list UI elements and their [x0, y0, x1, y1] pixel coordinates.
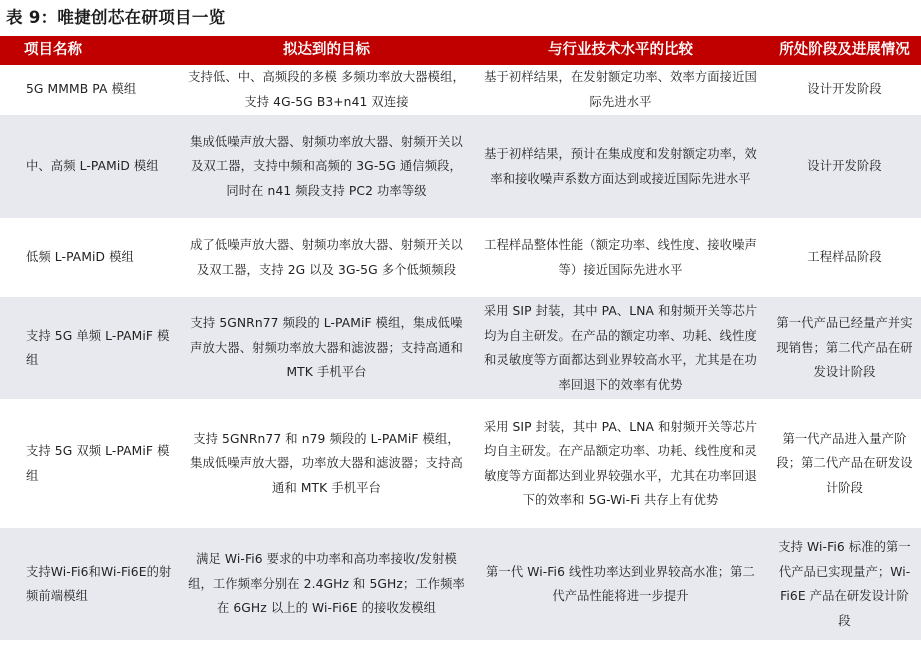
- comparison-cell: 基于初样结果，在发射额定功率、效率方面接近国际先进水平: [473, 65, 768, 115]
- comparison-cell: 基于初样结果，预计在集成度和发射额定功率，效率和接收噪声系数方面达到或接近国际先进水平: [473, 115, 768, 219]
- comparison-cell: 采用 SIP 封装，其中 PA、LNA 和射频开关等芯片均自主研发。在产品额定功率、功耗、线性度和灵敏度等方面都达到业界较强水平，尤其在功率回退下的效率和 5G-Wi-Fi 共存上有优势: [473, 400, 768, 528]
- project-name-cell: 支持 5G 双频 L-PAMiF 模组: [0, 400, 180, 528]
- goal-cell: 支持 5GNRn77 和 n79 频段的 L-PAMiF 模组，集成低噪声放大器，功率放大器和滤波器；支持高通和 MTK 手机平台: [180, 400, 473, 528]
- table-row: [0, 219, 921, 297]
- stage-cell: 第一代产品已经量产并实现销售；第二代产品在研发设计阶段: [768, 297, 921, 400]
- header-target-goal: 拟达到的目标: [180, 36, 473, 65]
- table-caption: 表 9：唯捷创芯在研项目一览: [6, 8, 226, 27]
- project-name-cell: 支持Wi-Fi6和Wi-Fi6E的射频前端模组: [0, 528, 180, 641]
- stage-cell: 支持 Wi-Fi6 标准的第一代产品已实现量产；Wi-Fi6E 产品在研发设计阶段: [768, 528, 921, 641]
- table-row: [0, 65, 921, 115]
- project-name-cell: 支持 5G 单频 L-PAMiF 模组: [0, 297, 180, 400]
- goal-cell: 集成低噪声放大器、射频功率放大器、射频开关以及双工器，支持中频和高频的 3G-5G 通信频段，同时在 n41 频段支持 PC2 功率等级: [180, 115, 473, 219]
- project-name-cell: 5G MMMB PA 模组: [0, 65, 180, 115]
- header-row: [0, 36, 921, 65]
- header-industry-comparison: 与行业技术水平的比较: [473, 36, 768, 65]
- header-project-name: 项目名称: [0, 36, 180, 65]
- table-header: [0, 36, 921, 65]
- comparison-cell: 采用 SIP 封装，其中 PA、LNA 和射频开关等芯片均为自主研发。在产品的额定功率、功耗、线性度和灵敏度等方面都达到业界较高水平，尤其是在功率回退下的效率有优势: [473, 297, 768, 400]
- goal-cell: 成了低噪声放大器、射频功率放大器、射频开关以及双工器，支持 2G 以及 3G-5G 多个低频频段: [180, 219, 473, 297]
- stage-cell: 设计开发阶段: [768, 115, 921, 219]
- header-stage-progress: 所处阶段及进展情况: [768, 36, 921, 65]
- projects-table: [0, 36, 921, 641]
- goal-cell: 支持 5GNRn77 频段的 L-PAMiF 模组，集成低噪声放大器、射频功率放大器和滤波器；支持高通和 MTK 手机平台: [180, 297, 473, 400]
- comparison-cell: 工程样品整体性能（额定功率、线性度、接收噪声等）接近国际先进水平: [473, 219, 768, 297]
- table-row: [0, 297, 921, 400]
- table-row: [0, 528, 921, 641]
- goal-cell: 满足 Wi-Fi6 要求的中功率和高功率接收/发射模组，工作频率分别在 2.4GHz 和 5GHz；工作频率在 6GHz 以上的 Wi-Fi6E 的接收发模组: [180, 528, 473, 641]
- comparison-cell: 第一代 Wi-Fi6 线性功率达到业界较高水准；第二代产品性能将进一步提升: [473, 528, 768, 641]
- project-name-cell: 中、高频 L-PAMiD 模组: [0, 115, 180, 219]
- stage-cell: 第一代产品进入量产阶段；第二代产品在研发设计阶段: [768, 400, 921, 528]
- table-row: [0, 400, 921, 528]
- stage-cell: 设计开发阶段: [768, 65, 921, 115]
- goal-cell: 支持低、中、高频段的多模 多频功率放大器模组，支持 4G-5G B3+n41 双连接: [180, 65, 473, 115]
- table-body: [0, 65, 921, 641]
- project-name-cell: 低频 L-PAMiD 模组: [0, 219, 180, 297]
- stage-cell: 工程样品阶段: [768, 219, 921, 297]
- table-row: [0, 115, 921, 219]
